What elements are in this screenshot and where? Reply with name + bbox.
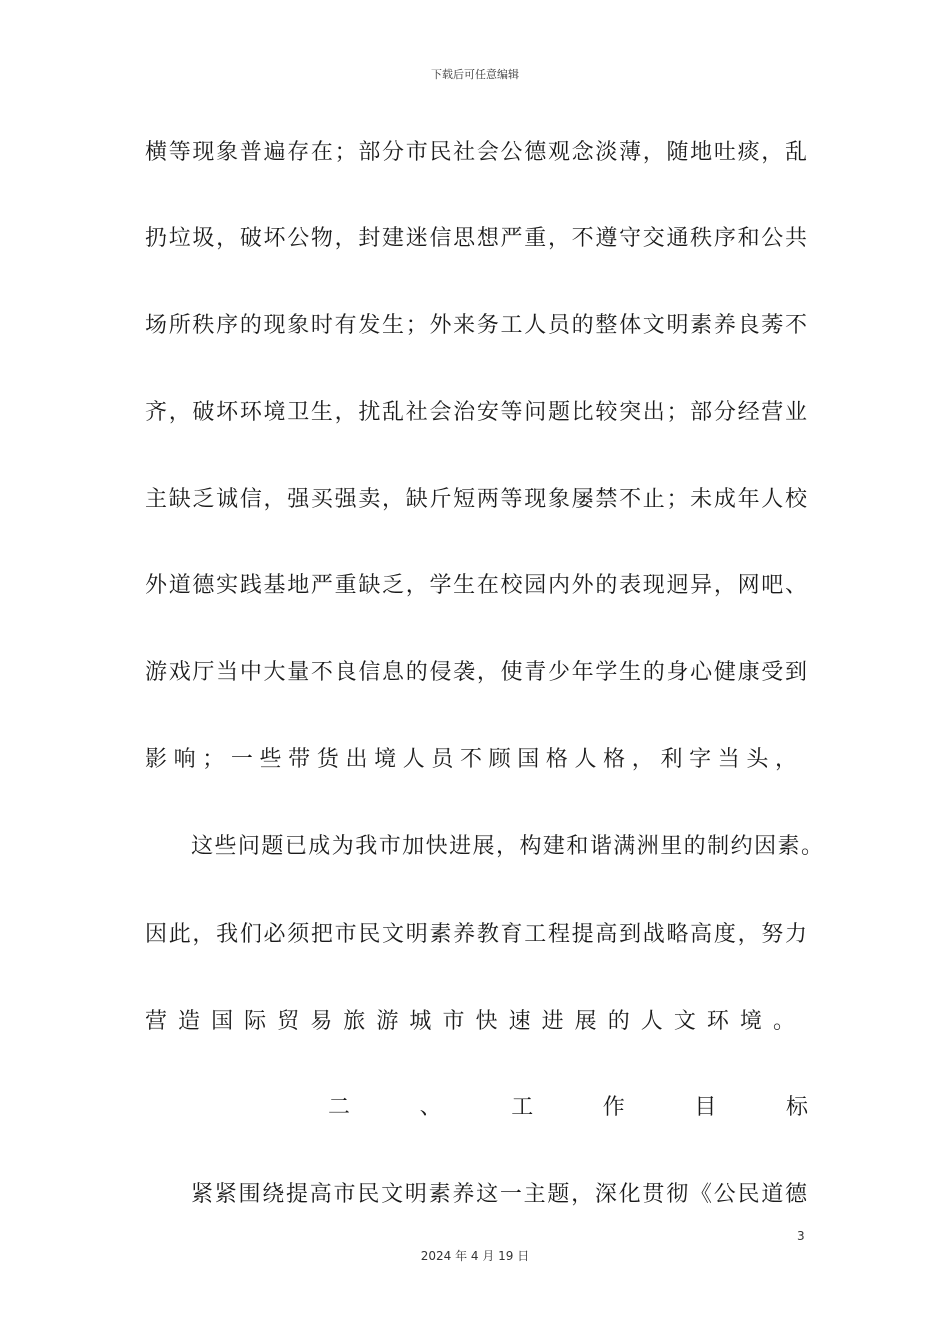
body-line-8: 影响；一些带货出境人员不顾国格人格，利字当头， xyxy=(145,747,797,772)
page-number: 3 xyxy=(797,1229,805,1243)
footer-date: 2024 年 4 月 19 日 xyxy=(420,1249,530,1263)
body-line-13: 紧紧围绕提高市民文明素养这一主题，深化贯彻《公民道德 xyxy=(191,1182,807,1207)
body-line-5: 主缺乏诚信，强买强卖，缺斤短两等现象屡禁不止；未成年人校 xyxy=(145,487,807,512)
body-line-10: 因此，我们必须把市民文明素养教育工程提高到战略高度，努力 xyxy=(145,922,807,947)
page-header: 下载后可任意编辑 xyxy=(431,68,519,81)
body-line-1: 横等现象普遍存在；部分市民社会公德观念淡薄，随地吐痰，乱 xyxy=(145,140,807,165)
body-line-9: 这些问题已成为我市加快进展，构建和谐满洲里的制约因素。 xyxy=(191,834,823,859)
body-line-3: 场所秩序的现象时有发生；外来务工人员的整体文明素养良莠不 xyxy=(145,313,807,338)
body-line-6: 外道德实践基地严重缺乏，学生在校园内外的表现迥异，网吧、 xyxy=(145,573,807,598)
body-line-2: 扔垃圾，破坏公物，封建迷信思想严重，不遵守交通秩序和公共 xyxy=(145,226,807,251)
body-line-4: 齐，破坏环境卫生，扰乱社会治安等问题比较突出；部分经营业 xyxy=(145,400,807,425)
body-line-11: 营造国际贸易旅游城市快速进展的人文环境。 xyxy=(145,1009,795,1034)
body-line-7: 游戏厅当中大量不良信息的侵袭，使青少年学生的身心健康受到 xyxy=(145,660,807,685)
section-heading: 二、工作目标 xyxy=(328,1095,808,1120)
